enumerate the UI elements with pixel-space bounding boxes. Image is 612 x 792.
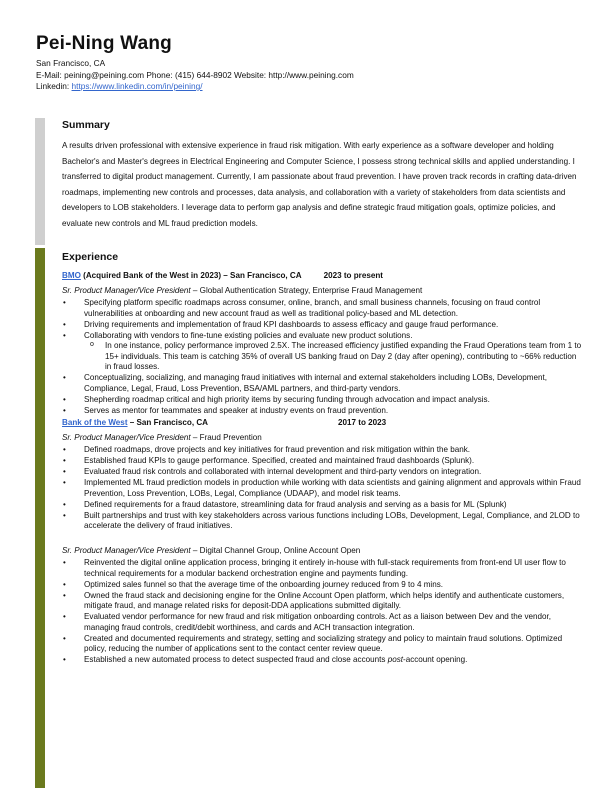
bullet-list: [62, 558, 584, 666]
bullet-item: • Owned the fraud stack and decisioning engine for the Online Account Open platform, which helps identify and authenticate customers, mitigate fraud, and manage related risks for deposit-DDA applications submitted digitally.: [62, 591, 584, 612]
job-dates: 2017 to 2023: [338, 418, 387, 427]
bullet-item: • Optimized sales funnel so that the average time of the onboarding journey reduced from 9 to 4 mins.: [62, 580, 584, 591]
bullet-item: • Established fraud KPIs to gauge performance. Specified, created and maintained fraud dashboards (Splunk).: [62, 456, 584, 467]
experience-list: [62, 270, 584, 666]
location-line: San Francisco, CA: [36, 58, 106, 68]
bullet-item: • Serves as mentor for teammates and speaker at industry events on fraud prevention.: [62, 406, 584, 417]
summary-heading: Summary: [62, 119, 110, 131]
candidate-name: Pei-Ning Wang: [36, 33, 172, 54]
bullet-text: Collaborating with vendors to fine-tune existing policies and evaluate new product solutions.: [84, 330, 413, 340]
bullet-text: -account opening.: [403, 655, 468, 664]
summary-side-bar: [35, 118, 45, 245]
bullet-emphasis: post: [387, 655, 404, 664]
bullet-item: • Conceptualizing, socializing, and managing fraud initiatives with internal and external stakeholders including LOBs, Development, Compliance, Legal, Fraud, Loss Prevention, BSA/AML partners, and third-party vendors.: [62, 373, 584, 394]
bullet-list: [62, 298, 584, 416]
role-title: Sr. Product Manager/Vice President: [62, 286, 191, 295]
linkedin-link[interactable]: https://www.linkedin.com/in/peining/: [71, 81, 203, 91]
linkedin-line: [36, 81, 354, 93]
role-line: [62, 285, 584, 296]
role-area: – Fraud Prevention: [190, 433, 262, 442]
experience-heading: Experience: [62, 251, 119, 263]
bullet-item: • Implemented ML fraud prediction models in production while working with data scientists and gaining alignment and approvals within Fraud Prevention, Loss Prevention, LOBs, Legal, Compliance (UDAAP), and model risk teams.: [62, 478, 584, 499]
contact-line: E-Mail: peining@peining.com Phone: (415) 644-8902 Website: http://www.peining.com: [36, 69, 354, 80]
bullet-item: • Shepherding roadmap critical and high priority items by securing funding through advocation and impact analysis.: [62, 395, 584, 406]
role-title: Sr. Product Manager/Vice President: [62, 546, 191, 555]
job-header: [62, 270, 584, 281]
bullet-item: • Driving requirements and implementation of fraud KPI dashboards to assess efficacy and gauge fraud performance.: [62, 320, 584, 331]
bullet-item: • Evaluated vendor performance for new fraud and risk mitigation onboarding controls. Act as a liaison between Dev and the vendor, managing fraud controls, credit/debit worthiness, and cards and ACH transaction integration.: [62, 612, 584, 633]
job-header: [62, 417, 584, 428]
job-entry: [62, 417, 584, 666]
sub-bullet-item: o In one instance, policy performance improved 2.5X. The increased efficiency justified expanding the Fraud Operations team from 1 to 15+ individuals. This team is catching 35% of overall US banking fraud on Day 2 (day after opening), contributing to ~66% reduction in fraud losses.: [84, 341, 584, 373]
bullet-text: Established a new automated process to detect suspected fraud and close accounts: [84, 655, 388, 664]
summary-text: A results driven professional with extensive experience in fraud risk mitigation. With early experience as a software developer and holding Bachelor's and Master's degrees in Electrical Engineering and Computer Science, I possess strong technical skills and applied understanding. I transferred to digital product management. Currently, I am passionate about fraud prevention. I have proven track records in crafting data-driven roadmaps, implementing new controls and processes, data analysis, and collaboration with a variety of stakeholders from data scientists and developers to LOB stakeholders. I leverage data to perform gap analysis and define strategic fraud mitigation goals, optimize policies, and evaluate new controls and ML fraud prediction models.: [62, 141, 577, 228]
company-link[interactable]: BMO: [62, 271, 81, 280]
bullet-item: • Built partnerships and trust with key stakeholders across various functions including LOBs, Development, Legal, Compliance, and 2LOD to accelerate the delivery of fraud initiatives.: [62, 511, 584, 532]
company-link[interactable]: Bank of the West: [62, 418, 128, 427]
role-line: [62, 432, 584, 443]
experience-side-bar: [35, 248, 45, 788]
role-area: – Global Authentication Strategy, Enterprise Fraud Management: [190, 286, 423, 295]
role-gap: [62, 532, 584, 541]
job-dates: 2023 to present: [323, 271, 383, 280]
linkedin-label: Linkedin:: [36, 81, 72, 91]
bullet-list: [62, 445, 584, 532]
sub-bullet-list: [84, 341, 584, 373]
bullet-item: • Evaluated fraud risk controls and collaborated with internal development and third-party vendors on integration.: [62, 467, 584, 478]
contact-block: [36, 58, 354, 93]
company-details: (Acquired Bank of the West in 2023) – San Francisco, CA: [80, 271, 302, 280]
bullet-item: • Defined roadmaps, drove projects and key initiatives for fraud prevention and risk mitigation within the bank.: [62, 445, 584, 456]
job-entry: [62, 270, 584, 416]
role-area: – Digital Channel Group, Online Account Open: [190, 546, 361, 555]
bullet-item: • Created and documented requirements and strategy, setting and socializing strategy and policy to maintain fraud solutions. Optimized policy, reducing the number of applications sent to the contact center review queue.: [62, 634, 584, 655]
bullet-item-with-sub: [62, 331, 584, 373]
bullet-item: • Reinvented the digital online application process, bringing it entirely in-house with full-stack requirements from front-end UI user flow to technical requirements for a modular backend orchestration engine and payments funding.: [62, 558, 584, 579]
bullet-item: • Defined requirements for a fraud datastore, streamlining data for fraud analysis and serving as a basis for ML (Splunk): [62, 500, 584, 511]
role-line: [62, 545, 584, 556]
role-title: Sr. Product Manager/Vice President: [62, 433, 191, 442]
company-details: – San Francisco, CA: [127, 418, 209, 427]
bullet-item: [62, 655, 584, 666]
bullet-item: • Specifying platform specific roadmaps across consumer, online, branch, and small business channels, focusing on fraud control vulnerabilities at onboarding and new account fraud as well as traditional policy-based and ML detection.: [62, 298, 584, 319]
